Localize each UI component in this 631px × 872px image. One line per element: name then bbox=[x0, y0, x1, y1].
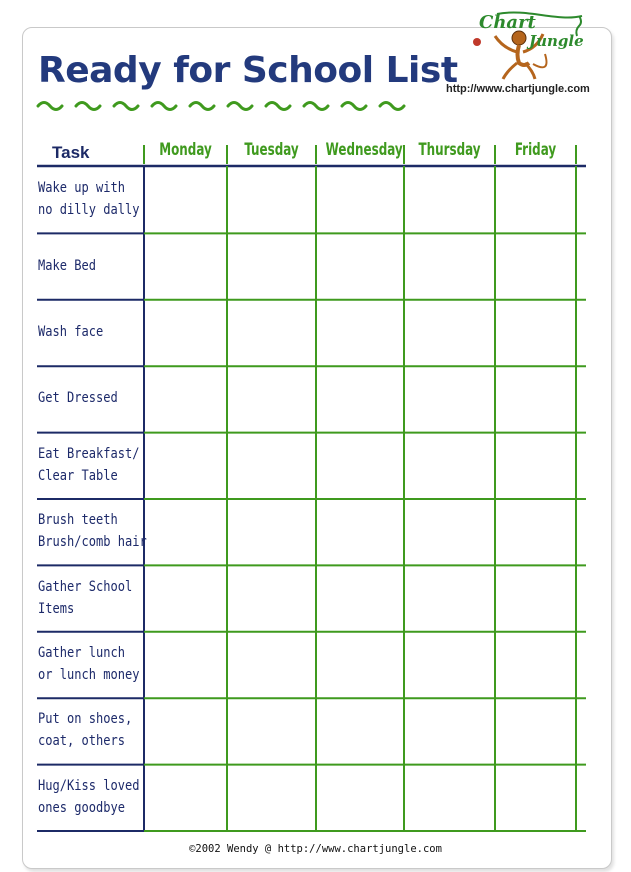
day-header-tuesday: Tuesday bbox=[244, 140, 299, 160]
task-label bbox=[38, 177, 139, 221]
task-label bbox=[38, 387, 118, 409]
task-label bbox=[38, 576, 132, 620]
day-header-monday: Monday bbox=[159, 140, 212, 160]
task-label-line: Gather School bbox=[38, 578, 133, 595]
day-header-wednesday: Wednesday bbox=[325, 140, 403, 160]
task-label bbox=[38, 708, 132, 752]
logo-word-jungle: Jungle bbox=[529, 32, 584, 50]
task-label-line: Put on shoes, bbox=[38, 711, 133, 728]
day-header-friday: Friday bbox=[514, 140, 557, 160]
task-label-line: no dilly dally bbox=[38, 202, 140, 219]
task-label-line: Brush/comb hair bbox=[38, 534, 147, 551]
task-label bbox=[38, 775, 139, 819]
task-label-line: ones goodbye bbox=[38, 799, 125, 816]
site-url: http://www.chartjungle.com bbox=[446, 83, 590, 95]
task-label-line: Make Bed bbox=[38, 257, 96, 274]
task-label bbox=[38, 321, 103, 343]
task-label-line: Clear Table bbox=[38, 467, 118, 484]
day-header-thursday: Thursday bbox=[418, 140, 481, 160]
task-label-line: Eat Breakfast/ bbox=[38, 445, 140, 462]
copyright-footer: ©2002 Wendy @ http://www.chartjungle.com bbox=[189, 843, 442, 855]
task-label-line: Hug/Kiss loved bbox=[38, 777, 140, 794]
task-label-line: Get Dressed bbox=[38, 390, 118, 407]
task-label bbox=[38, 509, 147, 553]
task-label-line: Wake up with bbox=[38, 180, 125, 197]
task-label-line: coat, others bbox=[38, 733, 125, 750]
logo-word-chart: Chart bbox=[479, 12, 536, 33]
page-title: Ready for School List bbox=[38, 50, 458, 91]
task-label bbox=[38, 642, 139, 686]
task-label-line: Wash face bbox=[38, 324, 104, 340]
task-label-line: Brush teeth bbox=[38, 512, 118, 529]
task-label-line: Items bbox=[38, 600, 75, 617]
task-label bbox=[38, 443, 139, 487]
task-label bbox=[38, 255, 96, 277]
task-label-line: Gather lunch bbox=[38, 645, 125, 661]
task-column-header: Task bbox=[52, 143, 90, 162]
task-label-line: or lunch money bbox=[38, 667, 140, 683]
